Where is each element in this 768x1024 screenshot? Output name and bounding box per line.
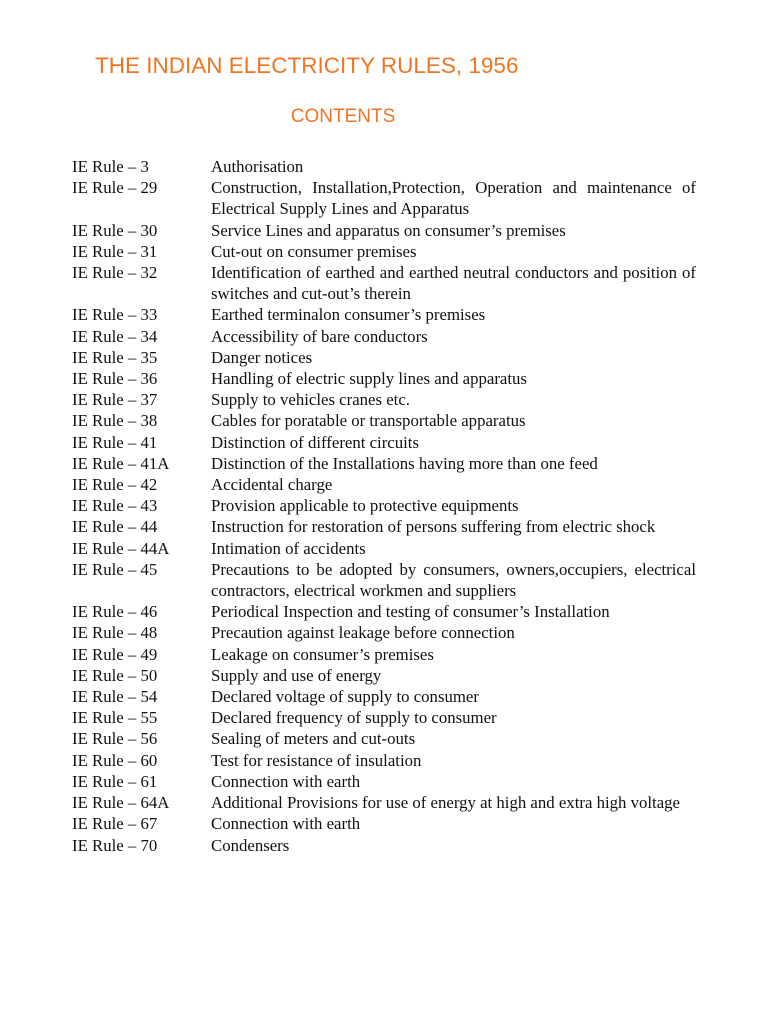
rule-row (72, 304, 696, 325)
rule-number: IE Rule – 35 (72, 347, 158, 367)
rule-title: Supply and use of energy (211, 665, 382, 685)
rule-title: Supply to vehicles cranes etc. (211, 390, 410, 410)
rule-title: Declared frequency of supply to consumer (211, 708, 497, 728)
rule-number: IE Rule – 36 (72, 369, 158, 389)
rule-title: Construction, Installation,Protection, Operation and maintenance of Electrical Supply Lines and Apparatus (211, 178, 696, 219)
rule-number: IE Rule – 37 (72, 390, 158, 410)
rule-row (72, 813, 696, 834)
rule-row (72, 389, 696, 410)
rule-row (72, 728, 696, 749)
rule-row (72, 538, 696, 559)
rule-title: Earthed terminalon consumer’s premises (211, 305, 486, 325)
rule-number: IE Rule – 31 (72, 241, 158, 261)
rule-title: Connection with earth (211, 771, 361, 791)
rule-title: Sealing of meters and cut-outs (211, 729, 416, 749)
rule-row (72, 622, 696, 643)
rule-number: IE Rule – 56 (72, 729, 158, 749)
rule-number: IE Rule – 55 (72, 708, 158, 728)
rule-number: IE Rule – 29 (72, 178, 158, 198)
rule-title: Additional Provisions for use of energy at high and extra high voltage (211, 793, 681, 813)
rule-row (72, 220, 696, 241)
rule-number: IE Rule – 46 (72, 602, 158, 622)
rule-title: Declared voltage of supply to consumer (211, 687, 479, 707)
rule-row (72, 156, 696, 177)
rule-row (72, 750, 696, 771)
rule-row (72, 368, 696, 389)
rule-row (72, 410, 696, 431)
rule-row (72, 792, 696, 813)
rule-title: Test for resistance of insulation (211, 750, 422, 770)
rule-row (72, 432, 696, 453)
rule-title: Precaution against leakage before connection (211, 623, 515, 643)
rule-number: IE Rule – 42 (72, 475, 158, 495)
rule-row (72, 347, 696, 368)
rule-number: IE Rule – 50 (72, 665, 158, 685)
rule-number: IE Rule – 67 (72, 814, 158, 834)
rule-title: Precautions to be adopted by consumers, owners,occupiers, electrical contractors, electrical workmen and suppliers (211, 559, 696, 601)
rule-row (72, 516, 696, 537)
rule-number: IE Rule – 48 (72, 623, 158, 643)
rule-title: Danger notices (211, 347, 313, 367)
rule-number: IE Rule – 3 (72, 157, 149, 176)
rules-list (72, 156, 696, 856)
rule-number: IE Rule – 30 (72, 220, 158, 240)
rule-row (72, 495, 696, 516)
rule-title: Connection with earth (211, 814, 361, 834)
rule-number: IE Rule – 54 (72, 687, 158, 707)
rule-title: Instruction for restoration of persons suffering from electric shock (211, 517, 656, 537)
rule-row (72, 474, 696, 495)
rule-number: IE Rule – 41A (72, 453, 170, 473)
rule-title: Accessibility of bare conductors (211, 326, 428, 346)
rule-number: IE Rule – 38 (72, 411, 158, 431)
rule-title: Cut-out on consumer premises (211, 241, 417, 261)
rule-number: IE Rule – 43 (72, 496, 158, 516)
rule-title: Identification of earthed and earthed neutral conductors and position of switches and cut-out’s therein (211, 263, 696, 304)
rule-number: IE Rule – 44 (72, 517, 158, 537)
contents-heading: CONTENTS (290, 106, 396, 127)
rule-row (72, 262, 696, 304)
rule-number: IE Rule – 60 (72, 750, 158, 770)
rule-row (72, 559, 696, 601)
rule-row (72, 686, 696, 707)
rule-title: Periodical Inspection and testing of consumer’s Installation (211, 602, 610, 622)
rule-number: IE Rule – 33 (72, 305, 158, 325)
rule-title: Cables for poratable or transportable apparatus (211, 411, 526, 431)
rule-row (72, 241, 696, 262)
rule-row (72, 771, 696, 792)
rule-title: Provision applicable to protective equipments (211, 496, 519, 516)
rule-row (72, 665, 696, 686)
rule-row (72, 177, 696, 219)
rule-title: Intimation of accidents (211, 538, 366, 558)
rule-title: Distinction of different circuits (211, 432, 420, 452)
rule-title: Authorisation (211, 157, 304, 176)
rule-title: Handling of electric supply lines and apparatus (211, 369, 527, 389)
rule-row (72, 453, 696, 474)
rule-number: IE Rule – 64A (72, 793, 170, 813)
rule-number: IE Rule – 41 (72, 432, 158, 452)
rule-title: Service Lines and apparatus on consumer’s premises (211, 220, 566, 240)
rule-row (72, 601, 696, 622)
rule-title: Leakage on consumer’s premises (211, 644, 434, 664)
rule-number: IE Rule – 32 (72, 263, 158, 283)
rule-number: IE Rule – 61 (72, 771, 158, 791)
rule-number: IE Rule – 49 (72, 644, 158, 664)
rule-row (72, 707, 696, 728)
rule-title: Accidental charge (211, 475, 333, 495)
rule-row (72, 326, 696, 347)
rule-row (72, 644, 696, 665)
rule-title: Distinction of the Installations having more than one feed (211, 453, 598, 473)
rule-number: IE Rule – 44A (72, 538, 170, 558)
rule-row (72, 835, 696, 856)
rule-title: Condensers (211, 835, 290, 855)
rule-number: IE Rule – 45 (72, 559, 158, 579)
rule-number: IE Rule – 34 (72, 326, 158, 346)
document-title: THE INDIAN ELECTRICITY RULES, 1956 (95, 53, 519, 78)
rule-number: IE Rule – 70 (72, 835, 158, 855)
